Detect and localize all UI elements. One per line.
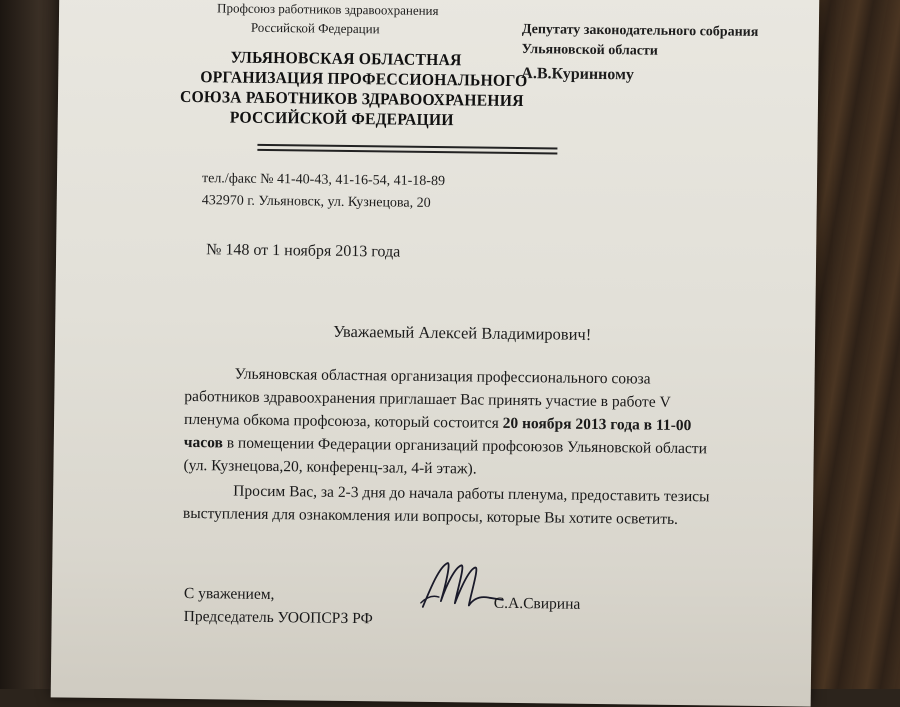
letterhead-rule-2 — [257, 149, 557, 154]
recipient-line2: Ульяновской области — [521, 42, 659, 59]
closing-regards: С уважением, — [183, 584, 275, 604]
body-line1: Ульяновская областная организация профессионального союза — [234, 365, 651, 388]
union-name-line1: Профсоюз работников здравоохранения — [217, 0, 439, 19]
address: 432970 г. Ульяновск, ул. Кузнецова, 20 — [201, 193, 431, 211]
body-line4 — [184, 434, 707, 458]
union-name-line2: Российской Федерации — [250, 19, 380, 37]
org-name-line1: УЛЬЯНОВСКАЯ ОБЛАСТНАЯ — [230, 47, 462, 70]
body-line6: Просим Вас, за 2-3 дня до начала работы пленума, предоставить тезисы — [233, 482, 710, 506]
body-line4-text: в помещении Федерации организаций профсоюзов Ульяновской области — [222, 434, 708, 458]
org-name-line2: ОРГАНИЗАЦИЯ ПРОФЕССИОНАЛЬНОГО — [200, 67, 528, 91]
greeting: Уважаемый Алексей Владимирович! — [333, 321, 592, 344]
body-line3-text: пленума обкома профсоюза, который состоится — [183, 410, 503, 432]
body-line5: (ул. Кузнецова,20, конференц-зал, 4-й этаж). — [183, 456, 477, 478]
body-line2: работников здравоохранения приглашает Вас принять участие в работе V — [184, 387, 671, 411]
recipient-name: А.В.Куринному — [521, 65, 635, 84]
signer-title: Председатель УООПСРЗ РФ — [183, 607, 373, 628]
body-line3 — [184, 411, 691, 435]
org-name-line4: РОССИЙСКОЙ ФЕДЕРАЦИИ — [229, 107, 454, 130]
recipient-line1: Депутату законодательного собрания — [521, 22, 759, 40]
letter-reference: № 148 от 1 ноября 2013 года — [206, 241, 401, 261]
org-name-line3: СОЮЗА РАБОТНИКОВ ЗДРАВООХРАНЕНИЯ — [179, 86, 524, 111]
signer-name: С.А.Свирина — [493, 594, 581, 613]
phone-fax: тел./факс № 41-40-43, 41-16-54, 41-18-89 — [201, 171, 446, 190]
meeting-date: 20 ноября 2013 года в 11-00 — [502, 414, 692, 435]
letterhead-rule-1 — [257, 144, 557, 149]
letter-page — [51, 0, 820, 707]
body-line7: выступления для ознакомления или вопросы, которые Вы хотите осветить. — [182, 504, 679, 528]
meeting-time-unit: часов — [183, 433, 224, 452]
